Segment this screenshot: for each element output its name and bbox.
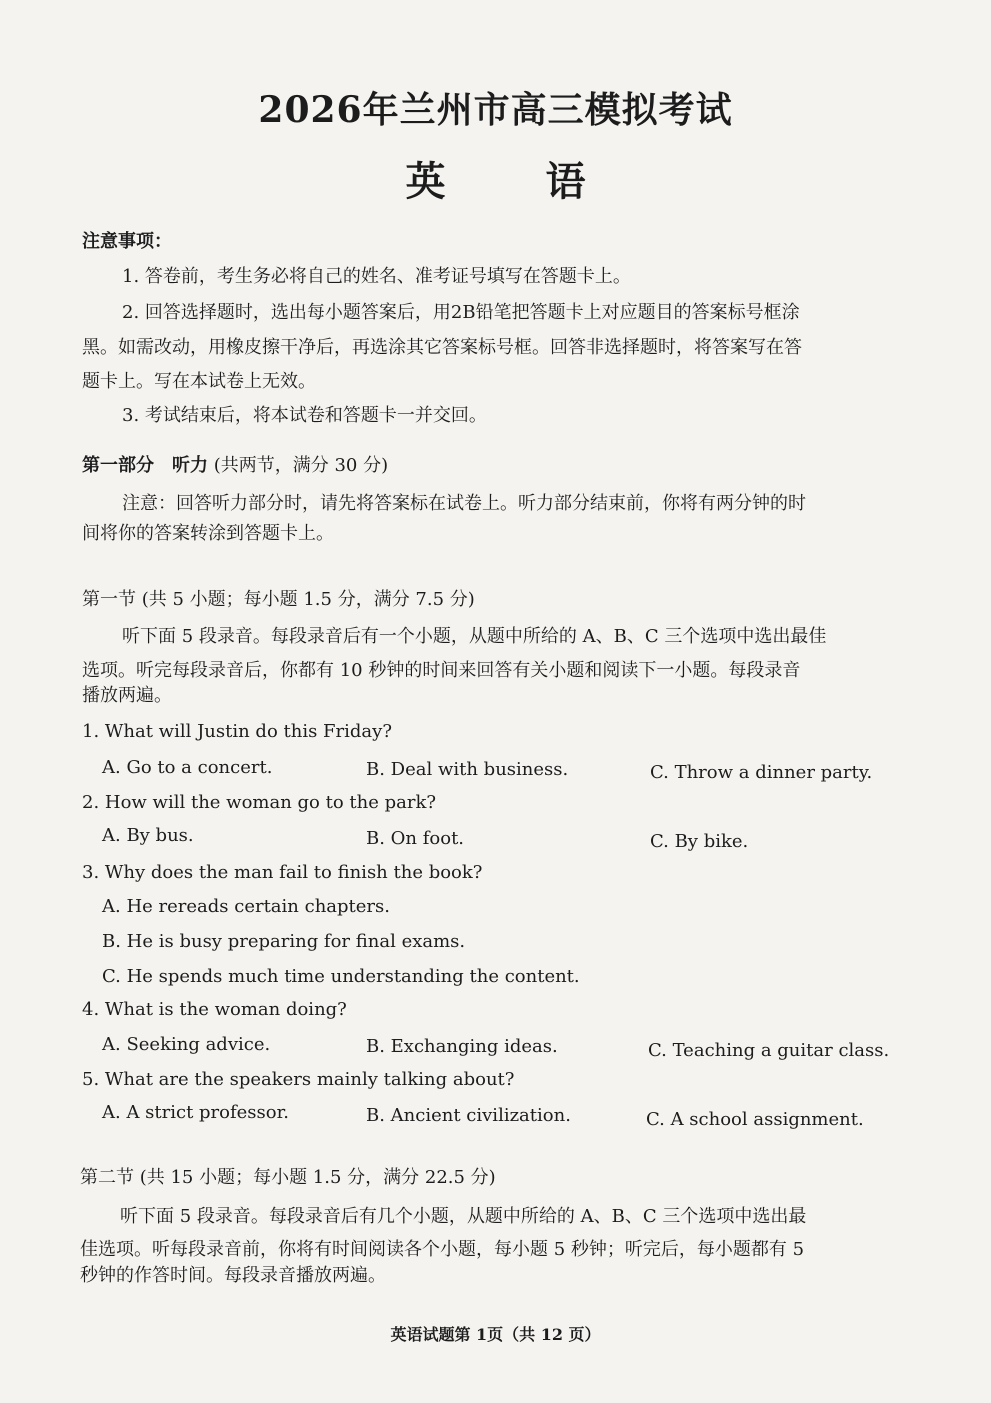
- exam-title: 2026年兰州市高三模拟考试: [258, 89, 733, 131]
- section1-heading: 第一节 (共 5 小题；每小题 1.5 分，满分 7.5 分): [82, 589, 475, 610]
- section1-instr-line-2: 选项。听完每段录音后，你都有 10 秒钟的时间来回答有关小题和阅读下一小题。每段录音: [82, 660, 801, 681]
- section1-instr-line-3: 播放两遍。: [82, 685, 172, 706]
- part1-heading-title: 第一部分 听力: [82, 455, 208, 476]
- question-5-option-a: A. A strict professor.: [102, 1102, 289, 1123]
- question-2: 2. How will the woman go to the park?: [82, 792, 437, 813]
- notice-item-2-line-3: 题卡上。写在本试卷上无效。: [82, 371, 316, 392]
- question-3-option-a: A. He rereads certain chapters.: [102, 896, 390, 917]
- question-3: 3. Why does the man fail to finish the book?: [82, 862, 483, 883]
- subject-title: 英 语: [405, 158, 616, 205]
- question-2-option-c: C. By bike.: [650, 831, 749, 852]
- question-5-option-b: B. Ancient civilization.: [366, 1105, 571, 1126]
- question-3-option-b: B. He is busy preparing for final exams.: [102, 931, 466, 952]
- part1-heading-score: (共两节，满分 30 分): [208, 455, 389, 476]
- question-1-option-b: B. Deal with business.: [366, 759, 569, 780]
- notice-item-2-line-1: 2. 回答选择题时，选出每小题答案后，用2B铅笔把答题卡上对应题目的答案标号框涂: [122, 302, 800, 323]
- part1-note-line-2: 间将你的答案转涂到答题卡上。: [82, 523, 334, 544]
- notice-heading: 注意事项：: [82, 231, 172, 252]
- question-2-option-a: A. By bus.: [102, 825, 194, 846]
- page-number: 英语试题第 1页（共 12 页）: [390, 1325, 601, 1344]
- section1-instr-line-1: 听下面 5 段录音。每段录音后有一个小题，从题中所给的 A、B、C 三个选项中选出最佳: [122, 626, 827, 647]
- question-4-option-c: C. Teaching a guitar class.: [648, 1040, 890, 1061]
- question-5: 5. What are the speakers mainly talking about?: [82, 1069, 515, 1090]
- question-3-option-c: C. He spends much time understanding the content.: [102, 966, 580, 987]
- notice-item-3: 3. 考试结束后，将本试卷和答题卡一并交回。: [122, 405, 487, 426]
- part1-note-line-1: 注意：回答听力部分时，请先将答案标在试卷上。听力部分结束前，你将有两分钟的时: [122, 493, 806, 514]
- section2-heading: 第二节 (共 15 小题；每小题 1.5 分，满分 22.5 分): [80, 1167, 496, 1188]
- section2-instr-line-1: 听下面 5 段录音。每段录音后有几个小题，从题中所给的 A、B、C 三个选项中选出最: [120, 1206, 807, 1227]
- part1-heading: [82, 454, 388, 478]
- question-4-option-a: A. Seeking advice.: [102, 1034, 271, 1055]
- question-1: 1. What will Justin do this Friday?: [82, 721, 392, 742]
- question-5-option-c: C. A school assignment.: [646, 1109, 864, 1130]
- notice-item-2-line-2: 黑。如需改动，用橡皮擦干净后，再选涂其它答案标号框。回答非选择题时，将答案写在答: [82, 337, 802, 358]
- section2-instr-line-2: 佳选项。听每段录音前，你将有时间阅读各个小题，每小题 5 秒钟；听完后，每小题都有 5: [80, 1239, 805, 1260]
- section2-instr-line-3: 秒钟的作答时间。每段录音播放两遍。: [80, 1265, 386, 1286]
- notice-item-1: 1. 答卷前，考生务必将自己的姓名、准考证号填写在答题卡上。: [122, 266, 631, 287]
- question-2-option-b: B. On foot.: [366, 828, 465, 849]
- question-1-option-a: A. Go to a concert.: [102, 757, 273, 778]
- question-1-option-c: C. Throw a dinner party.: [650, 762, 873, 783]
- question-4-option-b: B. Exchanging ideas.: [366, 1036, 558, 1057]
- question-4: 4. What is the woman doing?: [82, 999, 347, 1020]
